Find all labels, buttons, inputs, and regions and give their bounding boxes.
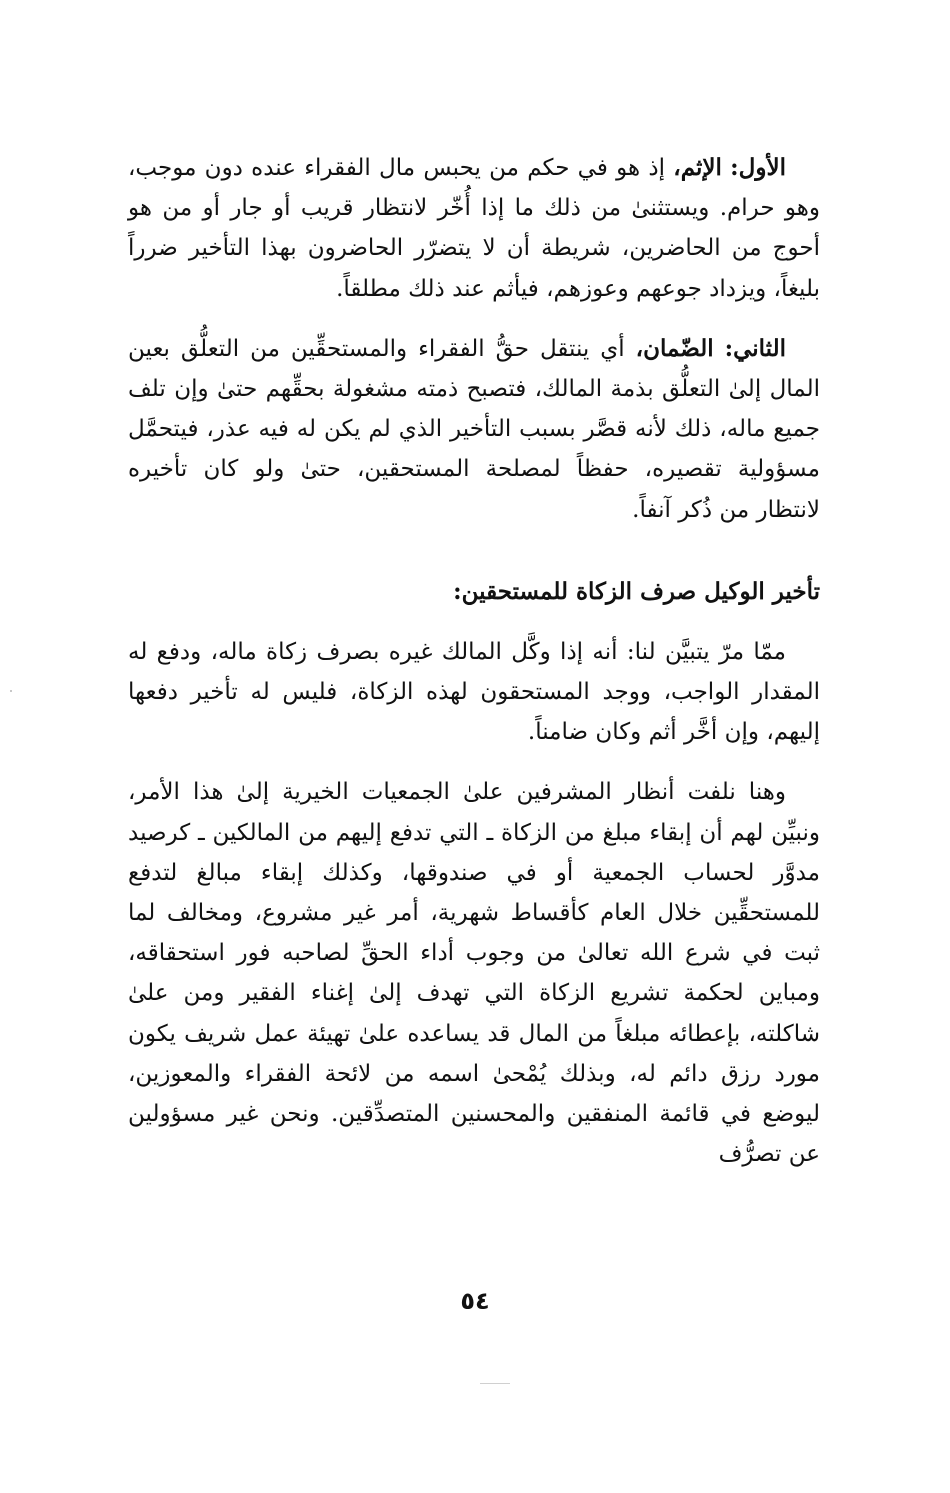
scan-line [480, 1383, 510, 1384]
paragraph-first-ruling [128, 148, 820, 309]
scan-speck [10, 690, 12, 692]
ruling-lead-first: الأول: [730, 154, 786, 181]
paragraph-second-ruling [128, 329, 820, 530]
section-heading: تأخير الوكيل صرف الزكاة للمستحقين: [453, 577, 820, 605]
page-body [128, 148, 820, 1174]
ruling-term-liability: الضّمان، [635, 334, 714, 362]
paragraph-agent-delay: ممّا مرّ يتبيَّن لنا: أنه إذا وكَّل المالك غيره بصرف زكاة ماله، ودفع له المقدار الواجب، ووجد المستحقون لهذه الزكاة، فليس له تأخير دفعها إليهم، وإن أخَّر أثم وكان ضامناً. [128, 638, 820, 746]
page-number: ٥٤ [460, 1287, 490, 1315]
ruling-text-second: أي ينتقل حقُّ الفقراء والمستحقِّين من التعلُّق بعين المال إلىٰ التعلُّق بذمة المالك، فتصبح ذمته مشغولة بحقِّهم حتىٰ وإن تلف جميع ماله، ذلك لأنه قصَّر بسبب التأخير الذي لم يكن له فيه عذر، فيتحمَّل مسؤولية تقصيره، حفظاً لمصلحة المستحقين، حتىٰ ولو كان تأخيره لانتظار من ذُكر آنفاً. [128, 335, 820, 523]
ruling-term-sin: الإثم، [673, 154, 722, 181]
paragraph-charities-note: وهنا نلفت أنظار المشرفين علىٰ الجمعيات الخيرية إلىٰ هذا الأمر، ونبيِّن لهم أن إبقاء مبلغ من الزكاة ـ التي تدفع إليهم من المالكين ـ كرصيد مدوَّر لحساب الجمعية أو في صندوقها، وكذلك إبقاء مبالغ لتدفع للمستحقِّين خلال العام كأقساط شهرية، أمر غير مشروع، ومخالف لما ثبت في شرع الله تعالىٰ من وجوب أداء الحقِّ لصاحبه فور استحقاقه، ومباين لحكمة تشريع الزكاة التي تهدف إلىٰ إغناء الفقير ومن علىٰ شاكلته، بإعطائه مبلغاً من المال قد يساعده علىٰ تهيئة عمل شريف يكون مورد رزق دائم له، وبذلك يُمْحىٰ اسمه من لائحة الفقراء والمعوزين، ليوضع في قائمة المنفقين والمحسنين المتصدِّقين. ونحن غير مسؤولين عن تصرُّف [128, 779, 820, 1168]
ruling-lead-second: الثاني: [724, 334, 787, 362]
ruling-text-first: إذ هو في حكم من يحبس مال الفقراء عنده دون موجب، وهو حرام. ويستثنىٰ من ذلك ما إذا أُخّر لانتظار قريب أو جار أو من هو أحوج من الحاضرين، شريطة أن لا يتضرّر الحاضرون بهذا التأخير ضرراً بليغاً، ويزداد جوعهم وعوزهم، فيأثم عند ذلك مطلقاً. [128, 155, 820, 302]
